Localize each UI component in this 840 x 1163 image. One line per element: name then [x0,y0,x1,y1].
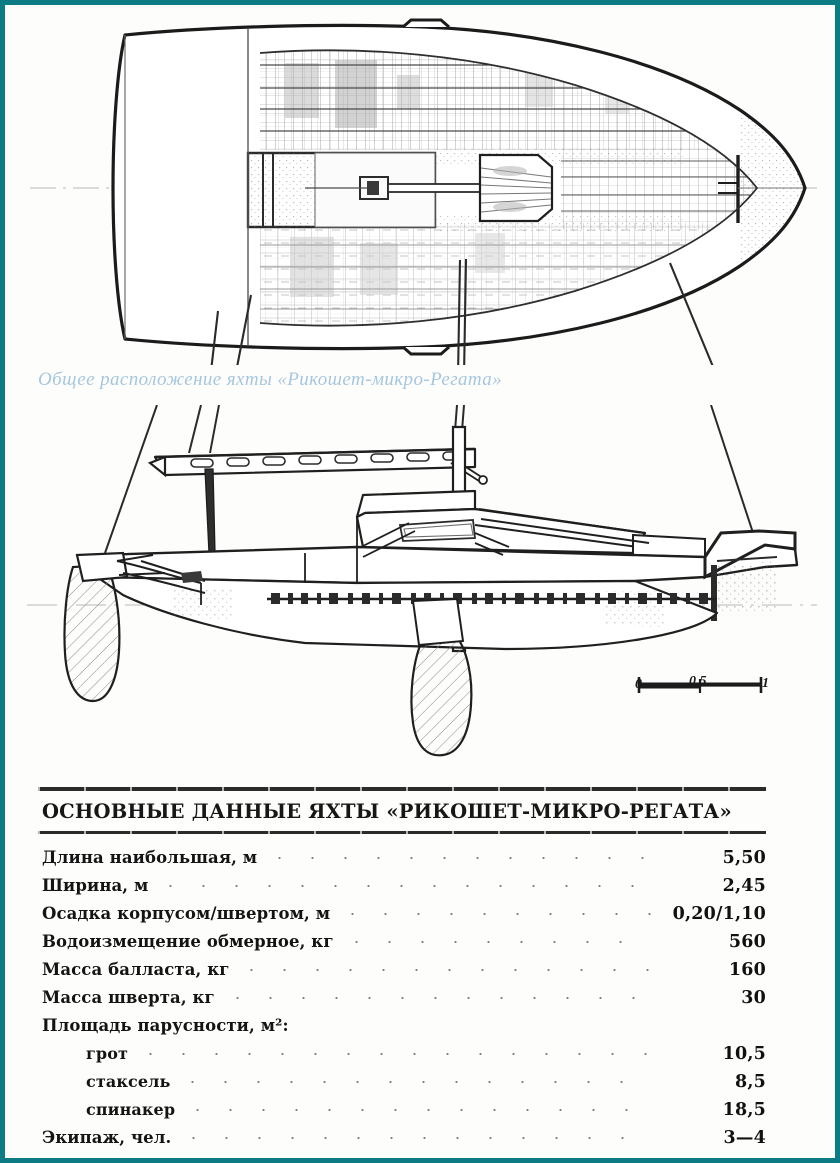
dot-leader [154,875,652,891]
spec-label: Осадка корпусом/швертом, м [42,904,331,923]
scale-tick-1: 1 [762,676,769,691]
hull-profile-side-view [5,405,835,775]
spec-value: 560 [728,932,766,952]
dot-leader [181,1099,652,1115]
dot-leader [263,847,652,863]
spec-label: стаксель [86,1072,171,1091]
table-row [38,987,766,1015]
dot-leader [295,1015,652,1031]
spec-value: 160 [728,960,766,980]
deck-plan-top-view [5,5,835,365]
table-row [38,875,766,903]
figure-caption: Общее расположение яхты «Рикошет-микро-Регата» [38,369,503,390]
table-row [38,959,766,987]
table-row-group-header [38,1015,766,1043]
spec-label: Масса шверта, кг [42,988,215,1007]
dot-leader [176,1071,652,1087]
specs-rows [38,834,766,1155]
table-row [38,1071,766,1099]
dot-leader [340,931,652,947]
dot-leader [336,903,652,919]
spec-label: Экипаж, чел. [42,1128,172,1147]
scale-tick-0: 0 [635,677,642,692]
spec-label: спинакер [86,1100,176,1119]
spec-value: 2,45 [722,876,766,896]
table-row [38,1043,766,1071]
specs-table [38,787,766,1155]
table-row [38,1127,766,1155]
dot-leader [177,1127,652,1143]
spec-label: Длина наибольшая, м [42,848,258,867]
scale-tick-half: 0,5 [689,674,707,689]
dot-leader [134,1043,652,1059]
spec-value: 18,5 [722,1100,766,1120]
spec-value: 3—4 [723,1128,766,1148]
table-row [38,847,766,875]
spec-label: Масса балласта, кг [42,960,230,979]
spec-value: 8,5 [734,1072,766,1092]
specs-title: ОСНОВНЫЕ ДАННЫЕ ЯХТЫ «РИКОШЕТ-МИКРО-РЕГАТА» [42,800,732,823]
page-sheet [5,5,835,1158]
page-inner [5,5,835,1158]
table-row [38,903,766,931]
spec-label: Ширина, м [42,876,149,895]
dot-leader [235,959,652,975]
spec-value: 30 [741,988,766,1008]
spec-label: Водоизмещение обмерное, кг [42,932,334,951]
dot-leader [221,987,652,1003]
spec-value: 5,50 [722,848,766,868]
spec-label: грот [86,1044,128,1063]
spec-label: Площадь парусности, м²: [42,1016,289,1035]
table-row [38,1099,766,1127]
table-row [38,931,766,959]
spec-value: 10,5 [722,1044,766,1064]
spec-value: 0,20/1,10 [672,904,766,924]
